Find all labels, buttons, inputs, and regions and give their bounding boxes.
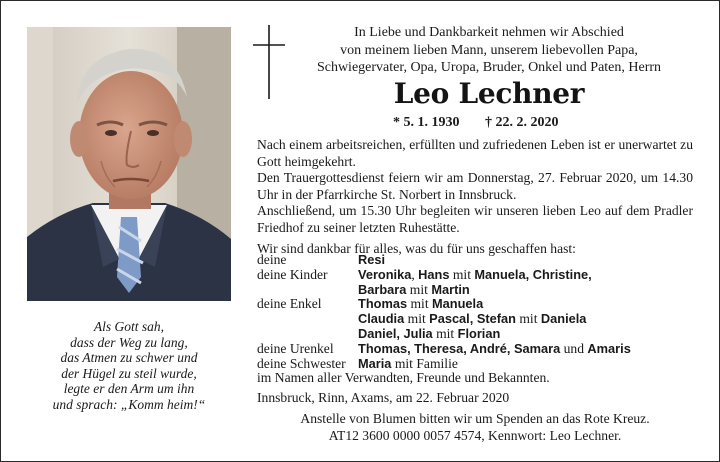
mourner-name: Resi <box>358 252 386 267</box>
death-date: † 22. 2. 2020 <box>485 115 559 130</box>
mourner-label: deine Schwester <box>257 355 346 371</box>
intro-text <box>291 24 687 77</box>
poem-line: der Hügel zu steil wurde, <box>61 365 197 381</box>
mourner-row-grandchildren-2: Claudia mit Pascal, Stefan mit Daniela <box>358 311 587 327</box>
mourner-name: Manuela, Christine, <box>474 266 592 282</box>
mourner-name: Daniel, Julia <box>358 325 433 341</box>
announcement-body <box>257 137 693 257</box>
poem-line: dass der Weg zu lang, <box>70 334 188 350</box>
poem-line: und sprach: „Komm heim!“ <box>52 396 206 412</box>
mourner-name: Pascal, Stefan <box>429 311 516 327</box>
poem-line: das Atmen zu schwer und <box>60 350 198 366</box>
mourner-label: deine Enkel <box>257 296 322 312</box>
deceased-name: Leo Lechner <box>393 77 585 110</box>
donation-line: Anstelle von Blumen bitten wir um Spenden an das Rote Kreuz. <box>300 411 650 426</box>
place-and-date: Innsbruck, Rinn, Axams, am 22. Februar 2020 <box>257 390 510 405</box>
paragraph-service: Den Trauergottesdienst feiern wir am Donnerstag, 27. Februar 2020, um 14.30 Uhr in der Pfarrkirche St. Norbert in Innsbruck. <box>257 170 693 202</box>
donation-note <box>257 411 693 444</box>
thanks-line: Wir sind dankbar für alles, was du für uns geschaffen hast: <box>257 240 576 256</box>
mourner-name: Manuela <box>432 296 484 312</box>
mourner-label: deine Urenkel <box>257 340 334 356</box>
mourner-name: Hans <box>418 266 450 282</box>
poem-line: Als Gott sah, <box>93 319 165 334</box>
mourner-name: Thomas <box>358 296 408 312</box>
intro-line: von meinem lieben Mann, unserem liebevollen Papa, <box>340 42 638 58</box>
all-relatives-line: im Namen aller Verwandten, Freunde und Bekannten. <box>257 370 550 386</box>
mourner-name: Veronika <box>358 266 412 282</box>
mourner-name: Daniela <box>540 311 587 327</box>
mourner-row-sister: deine Schwester Maria mit Familie <box>257 355 458 371</box>
cross-icon <box>251 25 287 99</box>
birth-date: * 5. 1. 1930 <box>393 115 460 130</box>
mourner-row-wife <box>257 253 693 268</box>
mourner-label: deine <box>257 252 287 267</box>
mourner-name: Amaris <box>587 340 631 356</box>
mourner-label: deine Kinder <box>257 266 328 282</box>
poem <box>27 319 231 413</box>
mourner-name: Claudia <box>358 311 405 327</box>
poem-line: legte er den Arm um ihn <box>63 381 195 397</box>
paragraph-passing: Nach einem arbeitsreichen, erfüllten und zufriedenen Leben ist er unerwartet zu Gott heimgekehrt. <box>257 137 693 169</box>
mourner-row-great-grandchildren: deine Urenkel Thomas, Theresa, André, Samara und Amaris <box>257 340 631 356</box>
mourner-name: Thomas, Theresa, André, Samara <box>358 340 561 356</box>
mourner-name: Maria <box>358 355 392 371</box>
donation-iban: AT12 3600 0000 0057 4574, Kennwort: Leo Lechner. <box>328 427 622 443</box>
intro-line: In Liebe und Dankbarkeit nehmen wir Abschied <box>354 25 624 40</box>
portrait-photo <box>27 27 231 301</box>
mourners-list <box>257 253 693 386</box>
mourner-row-children-2: Barbara mit Martin <box>358 281 470 297</box>
mourner-name: Barbara <box>358 281 407 297</box>
mourner-name: Florian <box>457 325 501 341</box>
mourner-row-grandchildren-3: Daniel, Julia mit Florian <box>358 325 501 341</box>
mourner-name: Martin <box>431 281 470 297</box>
intro-line: Schwiegervater, Opa, Uropa, Bruder, Onkel und Paten, Herrn <box>316 60 662 75</box>
mourner-row-grandchildren: deine Enkel Thomas mit Manuela <box>257 296 484 312</box>
mourner-row-children: deine Kinder Veronika, Hans mit Manuela, Christine, <box>257 266 592 282</box>
paragraph-burial: Anschließend, um 15.30 Uhr begleiten wir unseren lieben Leo auf dem Pradler Friedhof zu seiner letzten Ruhestätte. <box>257 203 693 235</box>
